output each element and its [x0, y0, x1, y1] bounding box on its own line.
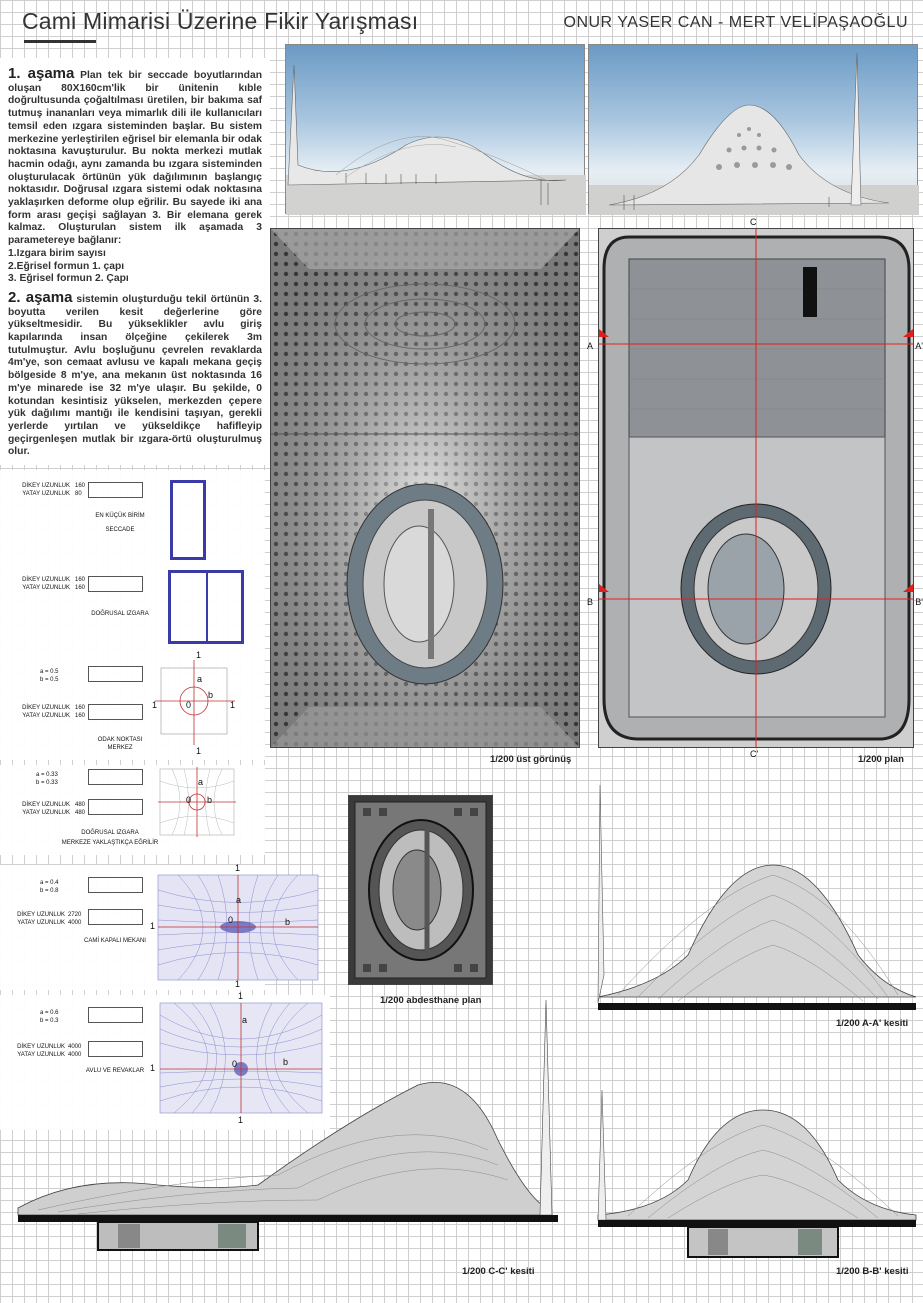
stage1-paragraph	[8, 65, 262, 248]
param-a: a = 0.4	[40, 880, 59, 886]
axis-label-top: 1	[235, 863, 241, 873]
axis-label-left: 1	[150, 921, 156, 931]
unit-rectangle	[170, 480, 206, 560]
courtyard-grid-diagram	[160, 1003, 322, 1113]
caption-top-view: 1/200 üst görünüş	[490, 754, 572, 765]
stage1-heading: 1. aşama	[8, 65, 75, 82]
diagram-caption: DOĞRUSAL IZGARA	[91, 611, 149, 617]
diagram-courtyard	[0, 991, 330, 1130]
diagram-caption: AVLU VE REVAKLAR	[85, 1068, 145, 1074]
param-b: b = 0.33	[36, 780, 58, 786]
stage1-list	[8, 248, 262, 286]
marker-c-prime: C'	[750, 749, 759, 759]
horizontal-length-label: YATAY UZUNLUK	[22, 713, 70, 719]
axis-label-bottom: 1	[238, 1115, 244, 1125]
horizontal-length-label: YATAY UZUNLUK	[22, 491, 70, 497]
axis-label-bottom: 1	[196, 746, 202, 756]
axis-label-left: 1	[150, 1063, 156, 1073]
exterior-render-2	[588, 44, 918, 214]
diagram-linear-grid	[0, 570, 265, 660]
axis-origin: 0	[232, 1059, 238, 1069]
section-aa	[598, 775, 916, 1010]
horizontal-length-label: YATAY UZUNLUK	[22, 810, 70, 816]
param-a: a = 0.5	[40, 669, 59, 675]
vertical-length-label: DİKEY UZUNLUK	[17, 912, 65, 918]
list-item: 3. Eğrisel formun 2. Çapı	[8, 273, 129, 285]
parameter-slider	[88, 666, 143, 682]
diagram-caption: SECCADE	[105, 527, 135, 533]
list-item: 2.Eğrisel formun 1. çapı	[8, 260, 125, 272]
horizontal-length-label: YATAY UZUNLUK	[22, 585, 70, 591]
ablution-plan	[348, 795, 493, 985]
section-bb-drawing	[598, 1030, 916, 1280]
axis-origin: 0	[228, 915, 234, 925]
diagram-caption: MERKEZ	[107, 745, 133, 751]
focal-point-diagram	[155, 660, 235, 745]
ablution-plan-drawing	[349, 796, 492, 984]
parameter-slider	[88, 877, 143, 893]
vertical-length-label: DİKEY UZUNLUK	[17, 1044, 65, 1050]
list-item: 1.Izgara birim sayısı	[8, 247, 106, 259]
diagram-curving-grid	[0, 765, 265, 855]
axis-origin: 0	[186, 795, 192, 805]
axis-a-label: a	[236, 895, 242, 905]
caption-section-aa: 1/200 A-A' kesiti	[836, 1018, 909, 1029]
param-b: b = 0.3	[40, 1018, 59, 1024]
authors: ONUR YASER CAN - MERT VELİPAŞAOĞLU	[563, 14, 908, 31]
parameter-slider	[88, 909, 143, 925]
marker-a-prime: A'	[915, 341, 923, 351]
caption-plan: 1/200 plan	[858, 754, 904, 765]
caption-section-bb: 1/200 B-B' kesiti	[836, 1266, 909, 1277]
vertical-length-label: DİKEY UZUNLUK	[22, 483, 70, 489]
axis-label-left: 1	[152, 700, 158, 710]
parameter-slider	[88, 1041, 143, 1057]
axis-label-bottom: 1	[235, 979, 241, 989]
diagram-caption: ODAK NOKTASI	[97, 737, 143, 743]
param-b: b = 0.8	[40, 888, 59, 894]
render-1-drawing	[286, 45, 586, 215]
marker-a: A	[587, 341, 594, 351]
axis-a-label: a	[242, 1015, 248, 1025]
prayer-hall-grid-diagram	[158, 875, 318, 980]
render-2-drawing	[589, 45, 919, 215]
curving-grid-diagram	[158, 767, 236, 837]
exterior-render-1	[285, 44, 585, 214]
axis-b-label: b	[285, 917, 291, 927]
vertical-length-value: 4000	[68, 1044, 82, 1050]
parameter-slider	[88, 769, 143, 785]
caption-ablution: 1/200 abdesthane plan	[380, 995, 482, 1006]
marker-c: C	[750, 217, 757, 227]
description-panel	[0, 58, 270, 465]
diagram-caption: CAMİ KAPALI MEKANI	[84, 938, 146, 944]
horizontal-length-value: 80	[75, 491, 82, 497]
horizontal-length-label: YATAY UZUNLUK	[17, 920, 65, 926]
horizontal-length-value: 480	[75, 810, 86, 816]
stage2-body: sistemin oluşturduğu tekil örtünün 3. boyutta verilen kesit değerlerine göre yükseltmesidir. Bu yükseklikler avlu giriş kapılarında insan ölçeğine çekilerek 3m tutulmuştur. Avlu boşluğunu çevrelen revaklarda 4m'ye, son cemaat avlusu ve kapalı mekana geçiş bölgeside 8 m'ye, ana mekanın üst noktasında 16 m'ye minarede ise 32 m'ye ulaşır. Bu şekilde, 0 kotundan kesintisiz yükselen, merkezden çepere yük dağılımı mantığı ile kendisini taşıyan, gerekli yerlerde yırtılan ve yükseldikçe hafifleyip geçirgenleşen mutlak bir ızgara-örtü oluşturulmuş olur.	[8, 293, 262, 458]
stage2-heading: 2. aşama	[8, 288, 73, 306]
horizontal-length-value: 160	[75, 585, 86, 591]
diagram-caption: EN KÜÇÜK BİRİM	[95, 513, 145, 519]
axis-b-label: b	[283, 1057, 289, 1067]
parameter-slider	[88, 704, 143, 720]
horizontal-length-value: 4000	[68, 920, 82, 926]
vertical-length-value: 480	[75, 802, 86, 808]
vertical-length-label: DİKEY UZUNLUK	[22, 705, 70, 711]
parameter-slider	[88, 576, 143, 592]
diagram-prayer-hall	[0, 863, 291, 990]
floor-plan-drawing	[599, 229, 913, 747]
axis-b-label: b	[208, 690, 214, 700]
vertical-length-label: DİKEY UZUNLUK	[22, 577, 70, 583]
parameter-slider	[88, 799, 143, 815]
param-a: a = 0.33	[36, 772, 58, 778]
axis-label-top: 1	[196, 650, 202, 660]
horizontal-length-value: 4000	[68, 1052, 82, 1058]
section-aa-drawing	[598, 775, 916, 1010]
diagram-smallest-unit	[0, 470, 265, 570]
horizontal-length-value: 160	[75, 713, 86, 719]
vertical-length-value: 160	[75, 705, 86, 711]
stage1-body: Plan tek bir seccade boyutlarından oluşan 80X160cm'lik bir ünitenin kıble doğrultusunda çoğaltılması üretilen, bir bakıma saf tutmuş inananları veya mimarlık dili ile kullanıcıları temsil eden ızgara sisteminden başlar. Bu sistem merkezine yerleştirilen eğrisel bir elemanla bir odak noktasına kavuşturulur. Bu nokta merkezi mutlak hacmin odağı, aynı zamanda bu ızgara sisteminden oluşturulacak örtünün yük dağılımının başlangıç noktasıdır. Doğrusal ızgara sistemi odak noktasına yaklaşırken deforme olup eğrilir. Bu sayede iki ana form arası geçişi sağlayan 3. Bir elemana gerek kalmaz. Oluşturulan sistem ilk aşamada 3 parametereye bağlanır:	[8, 70, 262, 247]
vertical-length-value: 160	[75, 577, 86, 583]
axis-b-label: b	[207, 795, 213, 805]
roof-top-view-drawing	[271, 229, 579, 747]
vertical-length-value: 2720	[68, 912, 82, 918]
marker-b: B	[587, 597, 594, 607]
roof-top-view	[270, 228, 580, 748]
param-b: b = 0.5	[40, 677, 59, 683]
parameter-slider	[88, 1007, 143, 1023]
parameter-slider	[88, 482, 143, 498]
axis-label-right: 1	[230, 700, 236, 710]
axis-a-label: a	[197, 674, 203, 684]
section-bb	[598, 1030, 916, 1280]
horizontal-length-label: YATAY UZUNLUK	[17, 1052, 65, 1058]
stage2-paragraph	[8, 288, 262, 459]
axis-origin: 0	[186, 700, 192, 710]
diagram-caption: MERKEZE YAKLAŞTIKÇA EĞRİLİR	[61, 840, 159, 846]
caption-section-cc: 1/200 C-C' kesiti	[462, 1266, 535, 1277]
vertical-length-label: DİKEY UZUNLUK	[22, 802, 70, 808]
axis-label-top: 1	[238, 991, 244, 1001]
param-a: a = 0.6	[40, 1010, 59, 1016]
title-underline	[24, 40, 96, 43]
marker-b-prime: B'	[915, 597, 923, 607]
grid-square	[168, 570, 244, 644]
diagram-focal-point	[0, 650, 265, 760]
page-title: Cami Mimarisi Üzerine Fikir Yarışması	[22, 8, 419, 34]
floor-plan	[587, 217, 923, 759]
diagram-caption: DOĞRUSAL IZGARA	[81, 830, 139, 836]
vertical-length-value: 160	[75, 483, 86, 489]
axis-a-label: a	[198, 777, 204, 787]
